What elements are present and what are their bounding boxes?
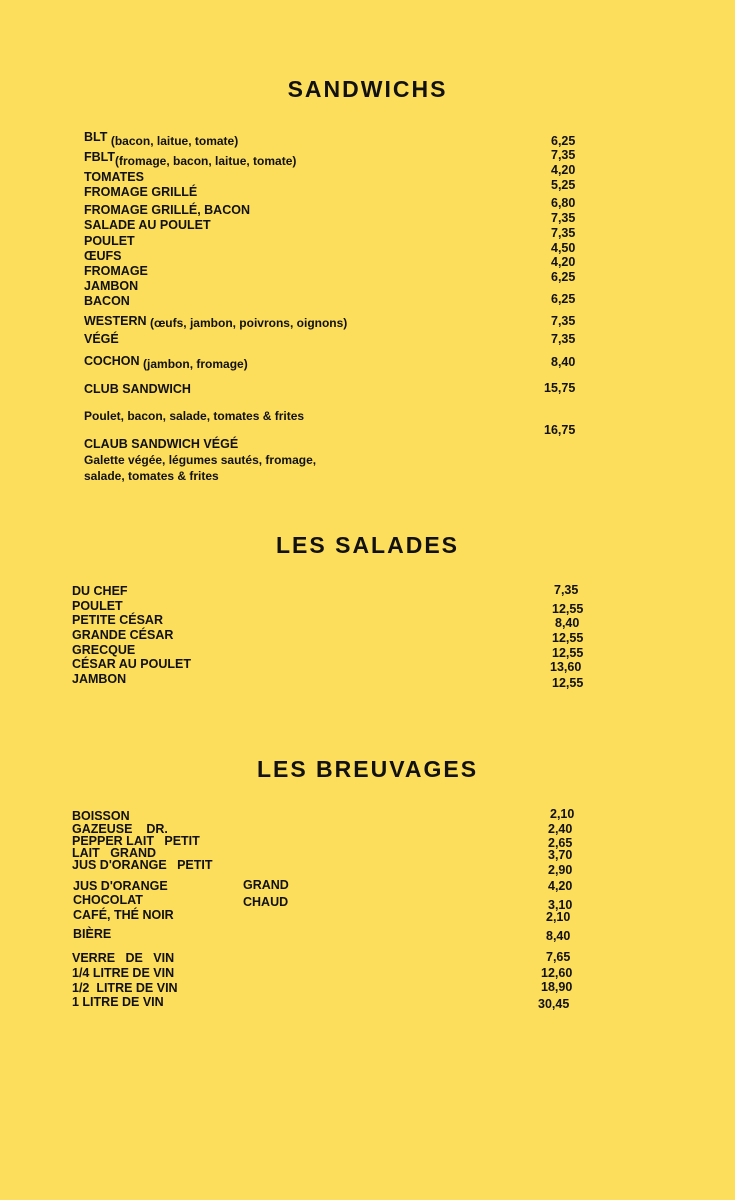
price: 7,35 — [551, 211, 576, 225]
menu-item: FROMAGE GRILLÉ, BACON — [84, 203, 250, 217]
price: 2,90 — [548, 863, 573, 877]
menu-item: GRANDE CÉSAR — [72, 628, 174, 642]
menu-item: COCHON (jambon, fromage) — [84, 354, 248, 371]
price: 2,40 — [548, 822, 573, 836]
menu-item: VÉGÉ — [84, 332, 119, 346]
size-label: GRAND — [243, 878, 289, 892]
menu-item: ŒUFS — [84, 249, 122, 263]
menu-item: 1 LITRE DE VIN — [72, 995, 164, 1009]
price: 7,35 — [551, 314, 576, 328]
section-title-breuvages: LES BREUVAGES — [256, 756, 479, 782]
price: 7,35 — [554, 583, 579, 597]
menu-item-description: Galette végée, légumes sautés, fromage, — [84, 453, 317, 467]
price: 2,10 — [546, 910, 571, 924]
menu-item: JUS D'ORANGE — [73, 879, 168, 893]
price: 3,70 — [548, 848, 573, 862]
price: 12,55 — [552, 646, 584, 660]
price: 30,45 — [538, 997, 570, 1011]
menu-item: TOMATES — [84, 170, 144, 184]
menu-item: GRECQUE — [72, 643, 136, 657]
section-title-salades: LES SALADES — [275, 532, 460, 558]
menu-item: PEPPER LAIT PETIT — [72, 834, 200, 848]
price: 12,55 — [552, 676, 584, 690]
price: 16,75 — [544, 423, 576, 437]
menu-item: 1/4 LITRE DE VIN — [72, 966, 175, 980]
price: 18,90 — [541, 980, 573, 994]
menu-item: CLUB SANDWICH — [84, 382, 191, 396]
price: 2,65 — [548, 836, 573, 850]
price: 8,40 — [551, 355, 576, 369]
menu-item: DU CHEF — [72, 584, 128, 598]
section-title-sandwichs: SANDWICHS — [287, 76, 448, 102]
menu-item: GAZEUSE DR. — [72, 822, 168, 836]
price: 13,60 — [550, 660, 582, 674]
menu-item: FBLT(fromage, bacon, laitue, tomate) — [84, 150, 297, 168]
menu-item: PETITE CÉSAR — [72, 613, 163, 627]
menu-item: CHOCOLAT — [73, 893, 143, 907]
menu-item: CAFÉ, THÉ NOIR — [73, 908, 174, 922]
price: 7,35 — [551, 226, 576, 240]
menu-item-description: Poulet, bacon, salade, tomates & frites — [84, 409, 305, 423]
menu-item: BOISSON — [72, 809, 130, 823]
price: 6,25 — [551, 134, 576, 148]
menu-item: 1/2 LITRE DE VIN — [72, 981, 178, 995]
price: 12,55 — [552, 602, 584, 616]
price: 12,60 — [541, 966, 573, 980]
price: 7,35 — [551, 148, 576, 162]
menu-item: SALADE AU POULET — [84, 218, 211, 232]
menu-item: VERRE DE VIN — [72, 951, 175, 965]
price: 4,20 — [551, 163, 576, 177]
menu-item: CÉSAR AU POULET — [72, 657, 191, 671]
menu-item: POULET — [72, 599, 123, 613]
menu-item: JAMBON — [72, 672, 127, 686]
menu-item: POULET — [84, 234, 135, 248]
menu-item: BACON — [84, 294, 130, 308]
price: 15,75 — [544, 381, 576, 395]
price: 6,25 — [551, 270, 576, 284]
price: 6,80 — [551, 196, 576, 210]
size-label: CHAUD — [243, 895, 289, 909]
menu-item-description: salade, tomates & frites — [84, 469, 219, 483]
menu-item: BIÈRE — [73, 927, 112, 941]
menu-item: BLT (bacon, laitue, tomate) — [84, 130, 239, 148]
price: 7,65 — [546, 950, 571, 964]
menu-item: FROMAGE GRILLÉ — [84, 185, 198, 199]
price: 4,20 — [548, 879, 573, 893]
menu-item: JUS D'ORANGE PETIT — [72, 858, 213, 872]
price: 8,40 — [546, 929, 571, 943]
price: 6,25 — [551, 292, 576, 306]
menu-item: FROMAGE — [84, 264, 148, 278]
price: 4,20 — [551, 255, 576, 269]
price: 4,50 — [551, 241, 576, 255]
menu-item: WESTERN (œufs, jambon, poivrons, oignons) — [84, 314, 348, 330]
price: 2,10 — [550, 807, 575, 821]
menu-item: JAMBON — [84, 279, 139, 293]
price: 3,10 — [548, 898, 573, 912]
menu-item: LAIT GRAND — [72, 846, 157, 860]
price: 12,55 — [552, 631, 584, 645]
menu-item: CLAUB SANDWICH VÉGÉ — [84, 437, 239, 451]
price: 8,40 — [555, 616, 580, 630]
price: 5,25 — [551, 178, 576, 192]
price: 7,35 — [551, 332, 576, 346]
